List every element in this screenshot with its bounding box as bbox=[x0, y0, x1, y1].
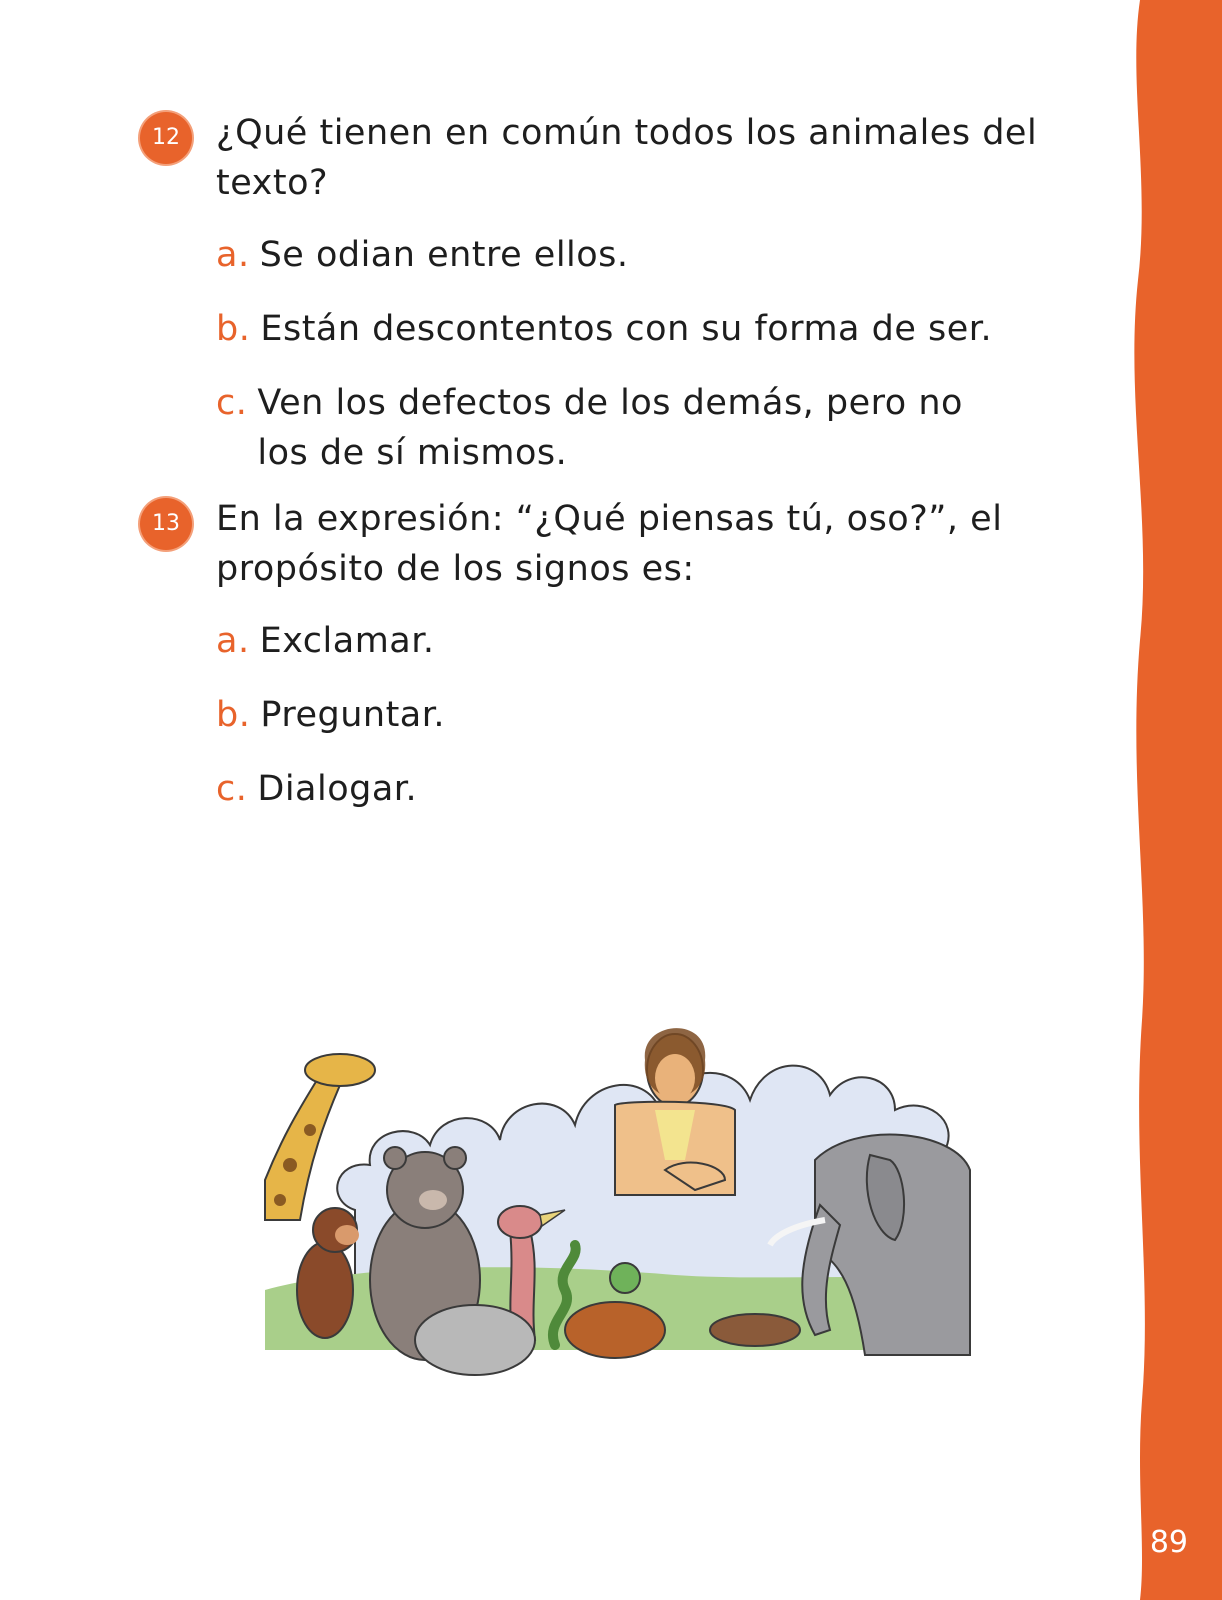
option-letter: a. bbox=[216, 621, 250, 661]
options-list bbox=[216, 230, 1100, 478]
option-text: Ven los defectos de los demás, pero no los de sí mismos. bbox=[257, 383, 963, 473]
page-number: 89 bbox=[1149, 1525, 1188, 1560]
question-text: ¿Qué tienen en común todos los animales del texto? bbox=[216, 113, 1038, 203]
question-12 bbox=[140, 108, 1100, 502]
option-c[interactable] bbox=[216, 378, 1100, 478]
mole bbox=[710, 1314, 800, 1346]
grey-animal bbox=[415, 1305, 535, 1375]
option-a[interactable] bbox=[216, 616, 1100, 666]
option-b[interactable] bbox=[216, 690, 1100, 740]
bearded-man bbox=[615, 1028, 735, 1195]
option-letter: b. bbox=[216, 695, 251, 735]
question-13 bbox=[140, 494, 1100, 838]
option-letter: c. bbox=[216, 383, 248, 423]
question-number-badge: 12 bbox=[140, 112, 192, 164]
animals-illustration bbox=[255, 960, 985, 1390]
option-text: Están descontentos con su forma de ser. bbox=[260, 309, 993, 349]
option-a[interactable] bbox=[216, 230, 1100, 280]
question-text: En la expresión: “¿Qué piensas tú, oso?”, el propósito de los signos es: bbox=[216, 499, 1003, 589]
option-letter: b. bbox=[216, 309, 251, 349]
option-text: Preguntar. bbox=[260, 695, 446, 735]
option-text: Se odian entre ellos. bbox=[259, 235, 629, 275]
question-number-badge: 13 bbox=[140, 498, 192, 550]
option-letter: c. bbox=[216, 769, 248, 809]
option-text: Exclamar. bbox=[259, 621, 435, 661]
option-b[interactable] bbox=[216, 304, 1100, 354]
option-text: Dialogar. bbox=[257, 769, 418, 809]
options-list bbox=[216, 616, 1100, 814]
option-letter: a. bbox=[216, 235, 250, 275]
option-c[interactable] bbox=[216, 764, 1100, 814]
